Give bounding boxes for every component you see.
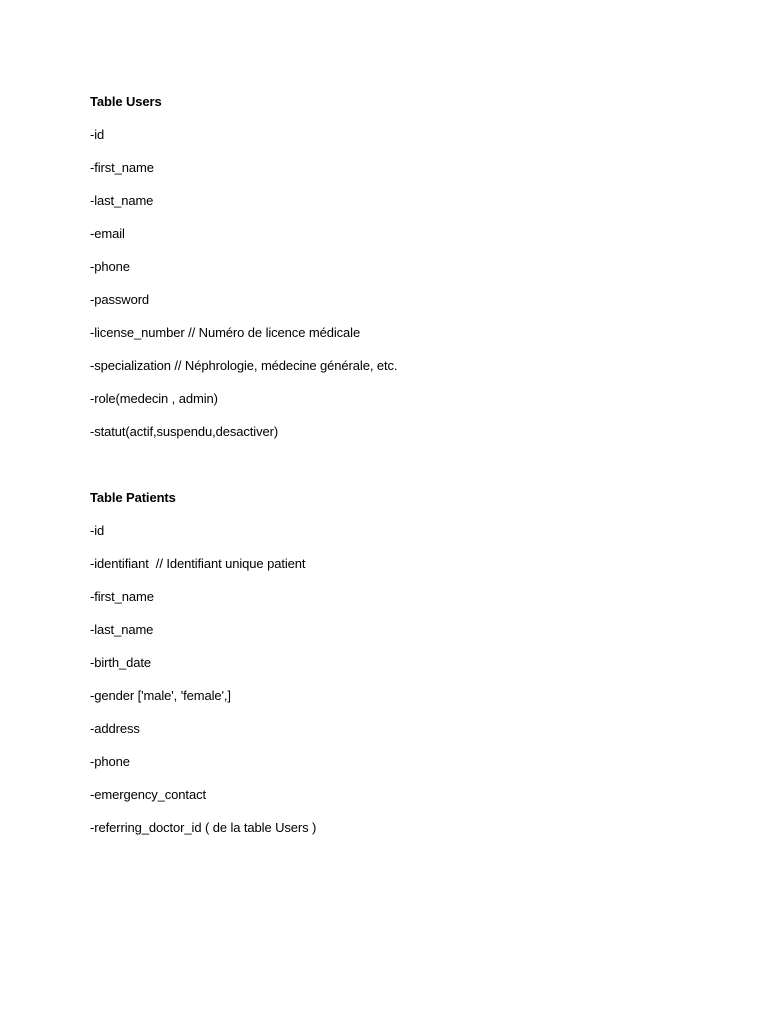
- field-line: -id: [90, 523, 105, 538]
- section-heading: Table Users: [90, 94, 162, 109]
- field-line: -specialization // Néphrologie, médecine générale, etc.: [90, 358, 398, 373]
- field-line: -role(medecin , admin): [90, 391, 218, 406]
- field-line: -first_name: [90, 589, 154, 604]
- field-line: -phone: [90, 754, 130, 769]
- field-line: -address: [90, 721, 140, 736]
- field-line: -first_name: [90, 160, 154, 175]
- field-line: -statut(actif,suspendu,desactiver): [90, 424, 279, 439]
- field-line: -identifiant // Identifiant unique patient: [90, 556, 306, 571]
- section-users: [90, 92, 730, 455]
- document-body: [90, 92, 730, 851]
- field-line: -gender ['male', 'female',]: [90, 688, 231, 703]
- section-heading: Table Patients: [90, 490, 176, 505]
- field-line: -id: [90, 127, 105, 142]
- field-line: -password: [90, 292, 150, 307]
- field-line: -phone: [90, 259, 130, 274]
- field-line: -last_name: [90, 193, 154, 208]
- field-line: -emergency_contact: [90, 787, 206, 802]
- field-line: -birth_date: [90, 655, 152, 670]
- field-line: -last_name: [90, 622, 154, 637]
- field-line: -email: [90, 226, 125, 241]
- field-line: -license_number // Numéro de licence médicale: [90, 325, 361, 340]
- section-patients: [90, 488, 730, 851]
- field-line: -referring_doctor_id ( de la table Users ): [90, 820, 317, 835]
